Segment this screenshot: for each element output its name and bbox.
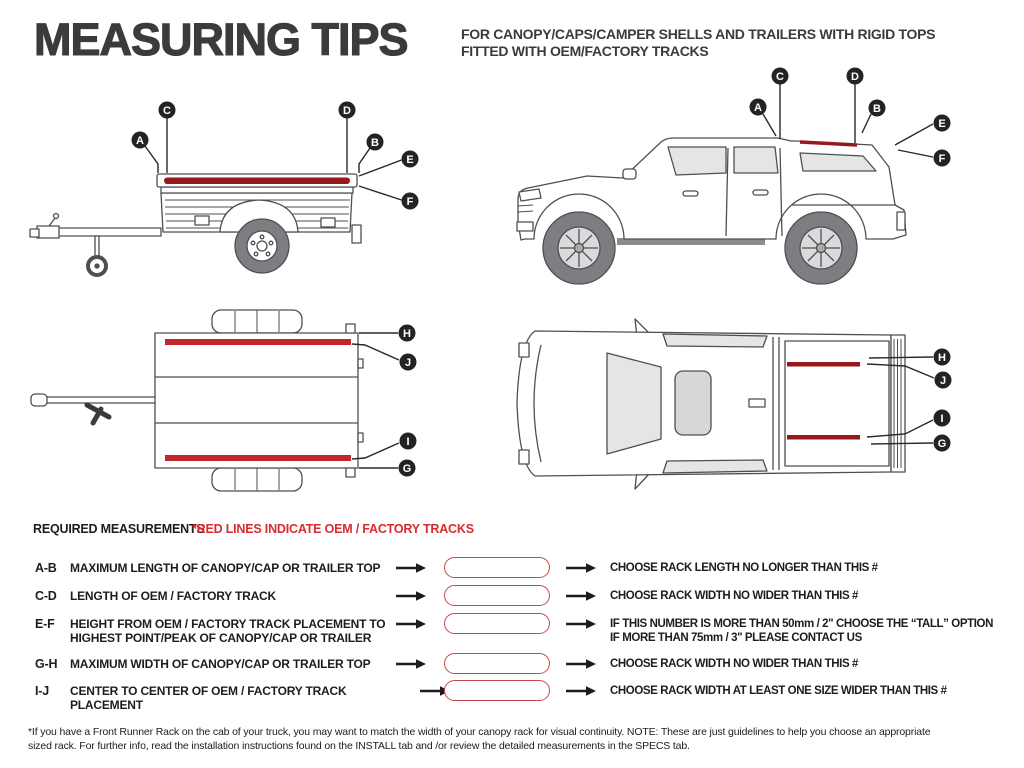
flow-arrow-icon <box>566 590 596 602</box>
measurement-row-ij <box>0 680 1024 720</box>
truck-side-drawing <box>517 138 906 284</box>
row-code: I-J <box>35 684 49 698</box>
callout-e <box>402 151 419 168</box>
measurement-row-ef <box>0 613 1024 653</box>
svg-text:E: E <box>406 154 414 166</box>
svg-text:H: H <box>403 328 411 340</box>
row-code: E-F <box>35 617 55 631</box>
row-description: MAXIMUM LENGTH OF CANOPY/CAP OR TRAILER TOP <box>70 561 381 575</box>
callout-i <box>934 410 951 427</box>
row-guidance: IF THIS NUMBER IS MORE THAN 50mm / 2" CHOOSE THE “TALL” OPTION IF MORE THAN 75mm / 3" PLEASE CONTACT US <box>610 618 993 644</box>
jockey-handle <box>87 405 109 423</box>
trailer-top-view-diagram <box>25 303 470 505</box>
svg-text:F: F <box>938 153 946 165</box>
callout-g <box>934 435 951 452</box>
callout-h <box>934 349 951 366</box>
red-track-line-top-2 <box>165 455 351 461</box>
measurement-input-box <box>444 613 550 634</box>
section-title: REQUIRED MEASUREMENTS <box>33 522 205 536</box>
callout-b <box>869 100 886 117</box>
svg-text:A: A <box>754 102 762 114</box>
row-description: MAXIMUM WIDTH OF CANOPY/CAP OR TRAILER TOP <box>70 657 371 671</box>
svg-text:C: C <box>776 71 784 83</box>
callout-h <box>399 325 416 342</box>
callout-a <box>132 132 149 149</box>
row-guidance: CHOOSE RACK WIDTH NO WIDER THAN THIS # <box>610 590 859 602</box>
svg-text:B: B <box>873 103 881 115</box>
subtitle-line-1: FOR CANOPY/CAPS/CAMPER SHELLS AND TRAILERS WITH RIGID TOPS <box>461 26 936 42</box>
svg-text:D: D <box>851 71 859 83</box>
callout-i <box>400 433 417 450</box>
footnote-line-1: *If you have a Front Runner Rack on the cab of your truck, you may want to match the width of your canopy rack for visual continuity. NOTE: These are just guidelines to help you choose an appropriate <box>28 726 931 738</box>
callout-d <box>847 68 864 85</box>
svg-text:D: D <box>343 105 351 117</box>
truck-rear-wheel <box>785 212 857 284</box>
svg-text:J: J <box>404 357 412 369</box>
svg-text:H: H <box>938 352 946 364</box>
callout-e <box>934 115 951 132</box>
flow-arrow-icon <box>566 658 596 670</box>
svg-text:C: C <box>163 105 171 117</box>
measurement-input-box <box>444 680 550 701</box>
truck-top-view-diagram <box>495 303 1024 505</box>
truck-top-drawing <box>517 319 905 489</box>
flow-arrow-icon <box>396 658 426 670</box>
row-code: A-B <box>35 561 57 575</box>
callout-f <box>402 193 419 210</box>
row-description: CENTER TO CENTER OF OEM / FACTORY TRACK PLACEMENT <box>70 684 347 712</box>
row-code: G-H <box>35 657 58 671</box>
measurement-input-box <box>444 557 550 578</box>
callout-d <box>339 102 356 119</box>
trailer-side-drawing <box>30 174 361 275</box>
row-code: C-D <box>35 589 57 603</box>
callout-j <box>400 354 417 371</box>
flow-arrow-icon <box>396 562 426 574</box>
svg-text:F: F <box>406 196 414 208</box>
svg-text:B: B <box>371 137 379 149</box>
footnote <box>28 725 1006 753</box>
flow-arrow-icon <box>566 685 596 697</box>
svg-text:J: J <box>939 375 947 387</box>
svg-text:A: A <box>136 135 144 147</box>
callout-g <box>399 460 416 477</box>
callout-a <box>750 99 767 116</box>
svg-text:I: I <box>406 436 410 448</box>
svg-text:E: E <box>938 118 946 130</box>
callout-b <box>367 134 384 151</box>
page-title: MEASURING TIPS <box>34 14 408 65</box>
svg-text:I: I <box>940 413 944 425</box>
red-track-line-truck-top-1 <box>787 362 860 367</box>
red-track-line-truck-top-2 <box>787 435 860 440</box>
svg-text:G: G <box>937 438 947 450</box>
callout-c <box>772 68 789 85</box>
callout-c <box>159 102 176 119</box>
page-subtitle <box>461 26 1001 60</box>
red-track-line-top-1 <box>165 339 351 345</box>
red-track-line-side <box>164 178 350 185</box>
subtitle-line-2: FITTED WITH OEM/FACTORY TRACKS <box>461 43 709 59</box>
trailer-side-view-diagram <box>25 88 470 303</box>
row-guidance: CHOOSE RACK WIDTH NO WIDER THAN THIS # <box>610 658 859 670</box>
trailer-top-callout-lines <box>352 333 399 468</box>
svg-text:G: G <box>402 463 412 475</box>
flow-arrow-icon <box>566 618 596 630</box>
measurement-input-box <box>444 653 550 674</box>
callout-j <box>935 372 952 389</box>
callout-f <box>934 150 951 167</box>
row-guidance: CHOOSE RACK WIDTH AT LEAST ONE SIZE WIDER THAN THIS # <box>610 685 947 697</box>
flow-arrow-icon <box>566 562 596 574</box>
red-lines-legend: *RED LINES INDICATE OEM / FACTORY TRACKS <box>192 522 474 536</box>
truck-front-wheel <box>543 212 615 284</box>
row-description: HEIGHT FROM OEM / FACTORY TRACK PLACEMENT TO HIGHEST POINT/PEAK OF CANOPY/CAP OR TRAILER <box>70 617 386 645</box>
measurement-input-box <box>444 585 550 606</box>
trailer-top-drawing <box>31 310 363 491</box>
row-description: LENGTH OF OEM / FACTORY TRACK <box>70 589 276 603</box>
truck-side-view-diagram <box>495 62 1024 300</box>
flow-arrow-icon <box>396 590 426 602</box>
flow-arrow-icon <box>396 618 426 630</box>
footnote-line-2: sized rack. For further info, read the installation instructions found on the INSTALL tab and /or review the detailed measurements in the SPECS tab. <box>28 740 690 752</box>
row-guidance: CHOOSE RACK LENGTH NO LONGER THAN THIS # <box>610 562 878 574</box>
